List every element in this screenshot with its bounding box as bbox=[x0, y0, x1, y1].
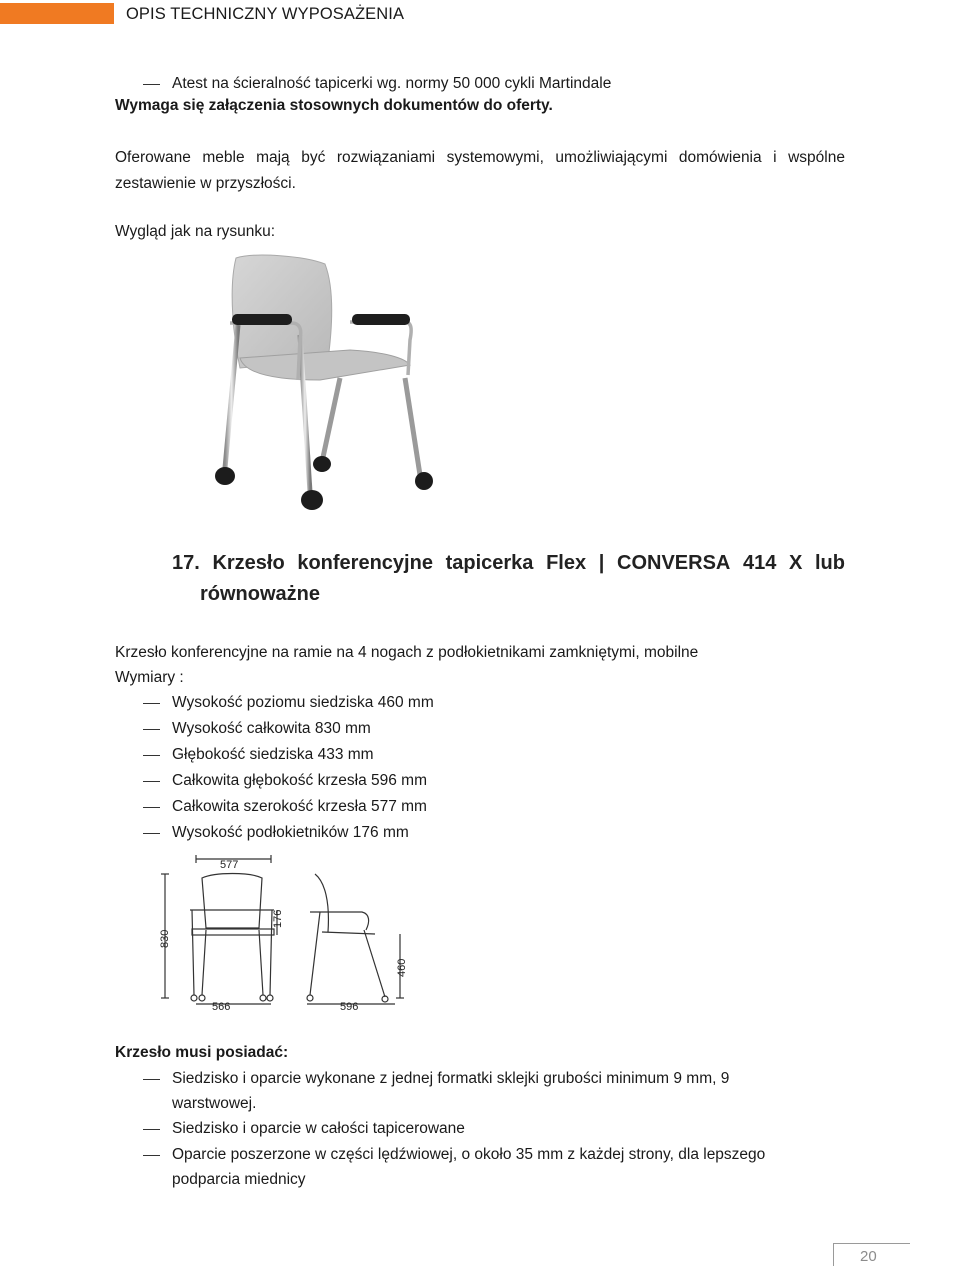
dim-item: Całkowita głębokość krzesła 596 mm bbox=[172, 772, 427, 789]
dim-label-width: 577 bbox=[220, 859, 239, 871]
chair-leg bbox=[405, 378, 420, 475]
caster bbox=[313, 456, 331, 472]
armrest-pad bbox=[352, 314, 410, 325]
title-word: lub bbox=[815, 552, 845, 574]
bold-note: Wymaga się załączenia stosownych dokumentów do oferty. bbox=[115, 97, 553, 114]
title-word: tapicerka bbox=[445, 552, 534, 574]
requirement-line: podparcia miednicy bbox=[172, 1171, 306, 1188]
title-word: X bbox=[789, 552, 803, 574]
dim-label-armrest: 176 bbox=[272, 909, 284, 928]
dim-label-depth: 596 bbox=[340, 1001, 359, 1013]
bullet-dash bbox=[143, 729, 160, 730]
bullet-dash bbox=[143, 833, 160, 834]
requirement-line: Siedzisko i oparcie wykonane z jednej formatki sklejki grubości minimum 9 mm, 9 bbox=[172, 1070, 730, 1087]
header-title: OPIS TECHNICZNY WYPOSAŻENIA bbox=[126, 5, 405, 23]
requirement-item bbox=[172, 1066, 822, 1116]
dim-item: Wysokość całkowita 830 mm bbox=[172, 720, 371, 737]
dim-item: Głębokość siedziska 433 mm bbox=[172, 746, 374, 763]
chair-backrest bbox=[232, 255, 332, 368]
requirement-item bbox=[172, 1116, 822, 1141]
title-word: Flex bbox=[546, 552, 587, 574]
title-word: konferencyjne bbox=[297, 552, 433, 574]
dim-item: Wysokość poziomu siedziska 460 mm bbox=[172, 694, 434, 711]
requirement-line: Siedzisko i oparcie w całości tapicerowane bbox=[172, 1120, 465, 1137]
dim-item: Całkowita szerokość krzesła 577 mm bbox=[172, 798, 427, 815]
page-number: 20 bbox=[860, 1248, 877, 1265]
title-word: CONVERSA bbox=[617, 552, 731, 574]
caster bbox=[415, 472, 433, 490]
armrest-pad bbox=[232, 314, 292, 325]
caster bbox=[301, 490, 323, 510]
intro-bullet: Atest na ścieralność tapicerki wg. normy 50 000 cykli Martindale bbox=[172, 75, 612, 92]
dims-label: Wymiary : bbox=[115, 669, 184, 686]
chair-photo bbox=[200, 250, 460, 520]
requirement-line: Oparcie poszerzone w części lędźwiowej, o około 35 mm z każdej strony, dla lepszego bbox=[172, 1146, 766, 1163]
chair-leg bbox=[225, 325, 238, 468]
section-title bbox=[172, 548, 845, 610]
look-label: Wygląd jak na rysunku: bbox=[115, 223, 276, 240]
bullet-dash bbox=[143, 1079, 160, 1080]
section-number: 17. bbox=[172, 552, 200, 574]
dim-item: Wysokość podłokietników 176 mm bbox=[172, 824, 409, 841]
bullet-dash bbox=[143, 807, 160, 808]
requirement-item bbox=[172, 1142, 822, 1192]
dim-label-seat: 460 bbox=[396, 958, 408, 977]
dimension-drawing bbox=[150, 852, 420, 1020]
title-word: Krzesło bbox=[212, 552, 285, 574]
dim-label-height: 830 bbox=[159, 929, 171, 948]
bullet-dash bbox=[143, 84, 160, 85]
caster bbox=[215, 467, 235, 485]
chair-leg bbox=[322, 378, 340, 462]
bullet-dash bbox=[143, 1155, 160, 1156]
requirement-line: warstwowej. bbox=[172, 1095, 257, 1112]
title-word: 414 bbox=[743, 552, 777, 574]
section-title-line-2: równoważne bbox=[200, 583, 321, 605]
paragraph-line-1: Oferowane meble mają być rozwiązaniami systemowymi, umożliwiającymi domówienia i wspólne bbox=[115, 149, 845, 166]
title-word: | bbox=[598, 552, 605, 574]
paragraph-line-2: zestawienie w przyszłości. bbox=[115, 175, 296, 192]
header-accent-bar bbox=[0, 3, 114, 24]
bullet-dash bbox=[143, 1129, 160, 1130]
bullet-dash bbox=[143, 781, 160, 782]
bullet-dash bbox=[143, 703, 160, 704]
bullet-dash bbox=[143, 755, 160, 756]
description: Krzesło konferencyjne na ramie na 4 nogach z podłokietnikami zamkniętymi, mobilne bbox=[115, 644, 699, 661]
dim-label-base: 566 bbox=[212, 1001, 231, 1013]
requirements-title: Krzesło musi posiadać: bbox=[115, 1044, 289, 1061]
